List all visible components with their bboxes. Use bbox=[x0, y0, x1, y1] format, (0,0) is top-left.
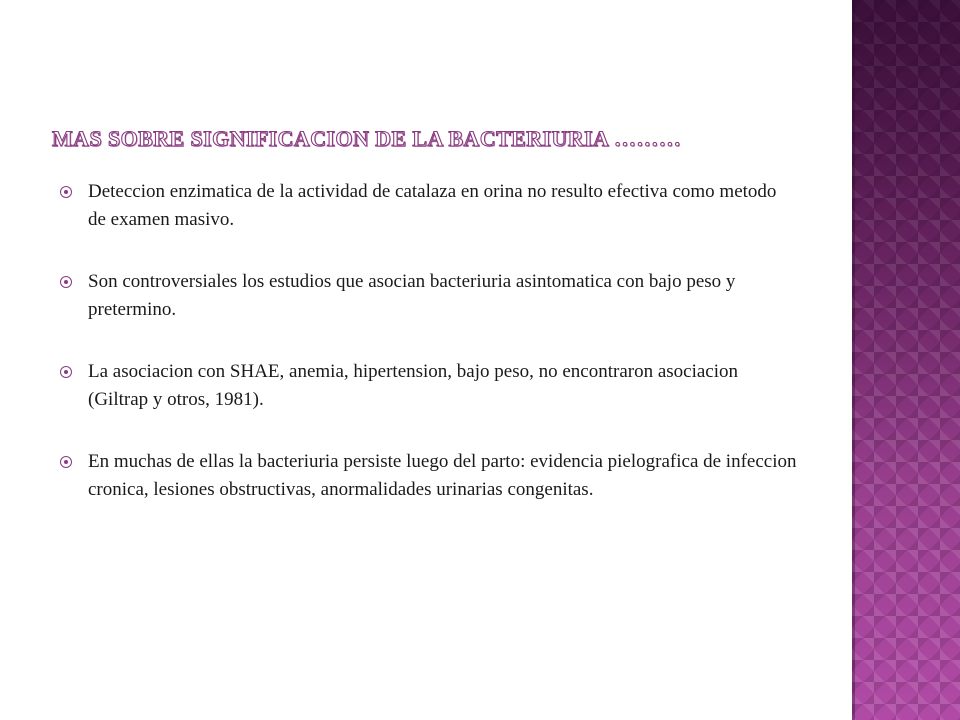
circled-dot-icon bbox=[60, 366, 72, 378]
bullet-list bbox=[58, 178, 798, 538]
bullet-item bbox=[58, 268, 798, 324]
circled-dot-icon bbox=[60, 186, 72, 198]
bullet-item bbox=[58, 448, 798, 504]
bullet-text: Son controversiales los estudios que asocian bacteriuria asintomatica con bajo peso y pretermino. bbox=[88, 271, 736, 320]
decorative-side-band bbox=[852, 0, 960, 720]
bullet-item bbox=[58, 178, 798, 234]
bullet-text: La asociacion con SHAE, anemia, hipertension, bajo peso, no encontraron asociacion (Giltrap y otros, 1981). bbox=[88, 361, 739, 410]
circled-dot-icon bbox=[60, 276, 72, 288]
bullet-text: Deteccion enzimatica de la actividad de catalaza en orina no resulto efectiva como metodo de examen masivo. bbox=[88, 181, 777, 230]
slide-title: MAS SOBRE SIGNIFICACION DE LA BACTERIURIA ……… bbox=[52, 126, 682, 151]
bullet-text: En muchas de ellas la bacteriuria persiste luego del parto: evidencia pielografica de infeccion cronica, lesiones obstructivas, anormalidades urinarias congenitas. bbox=[88, 451, 797, 500]
circled-dot-icon bbox=[60, 456, 72, 468]
bullet-item bbox=[58, 358, 798, 414]
